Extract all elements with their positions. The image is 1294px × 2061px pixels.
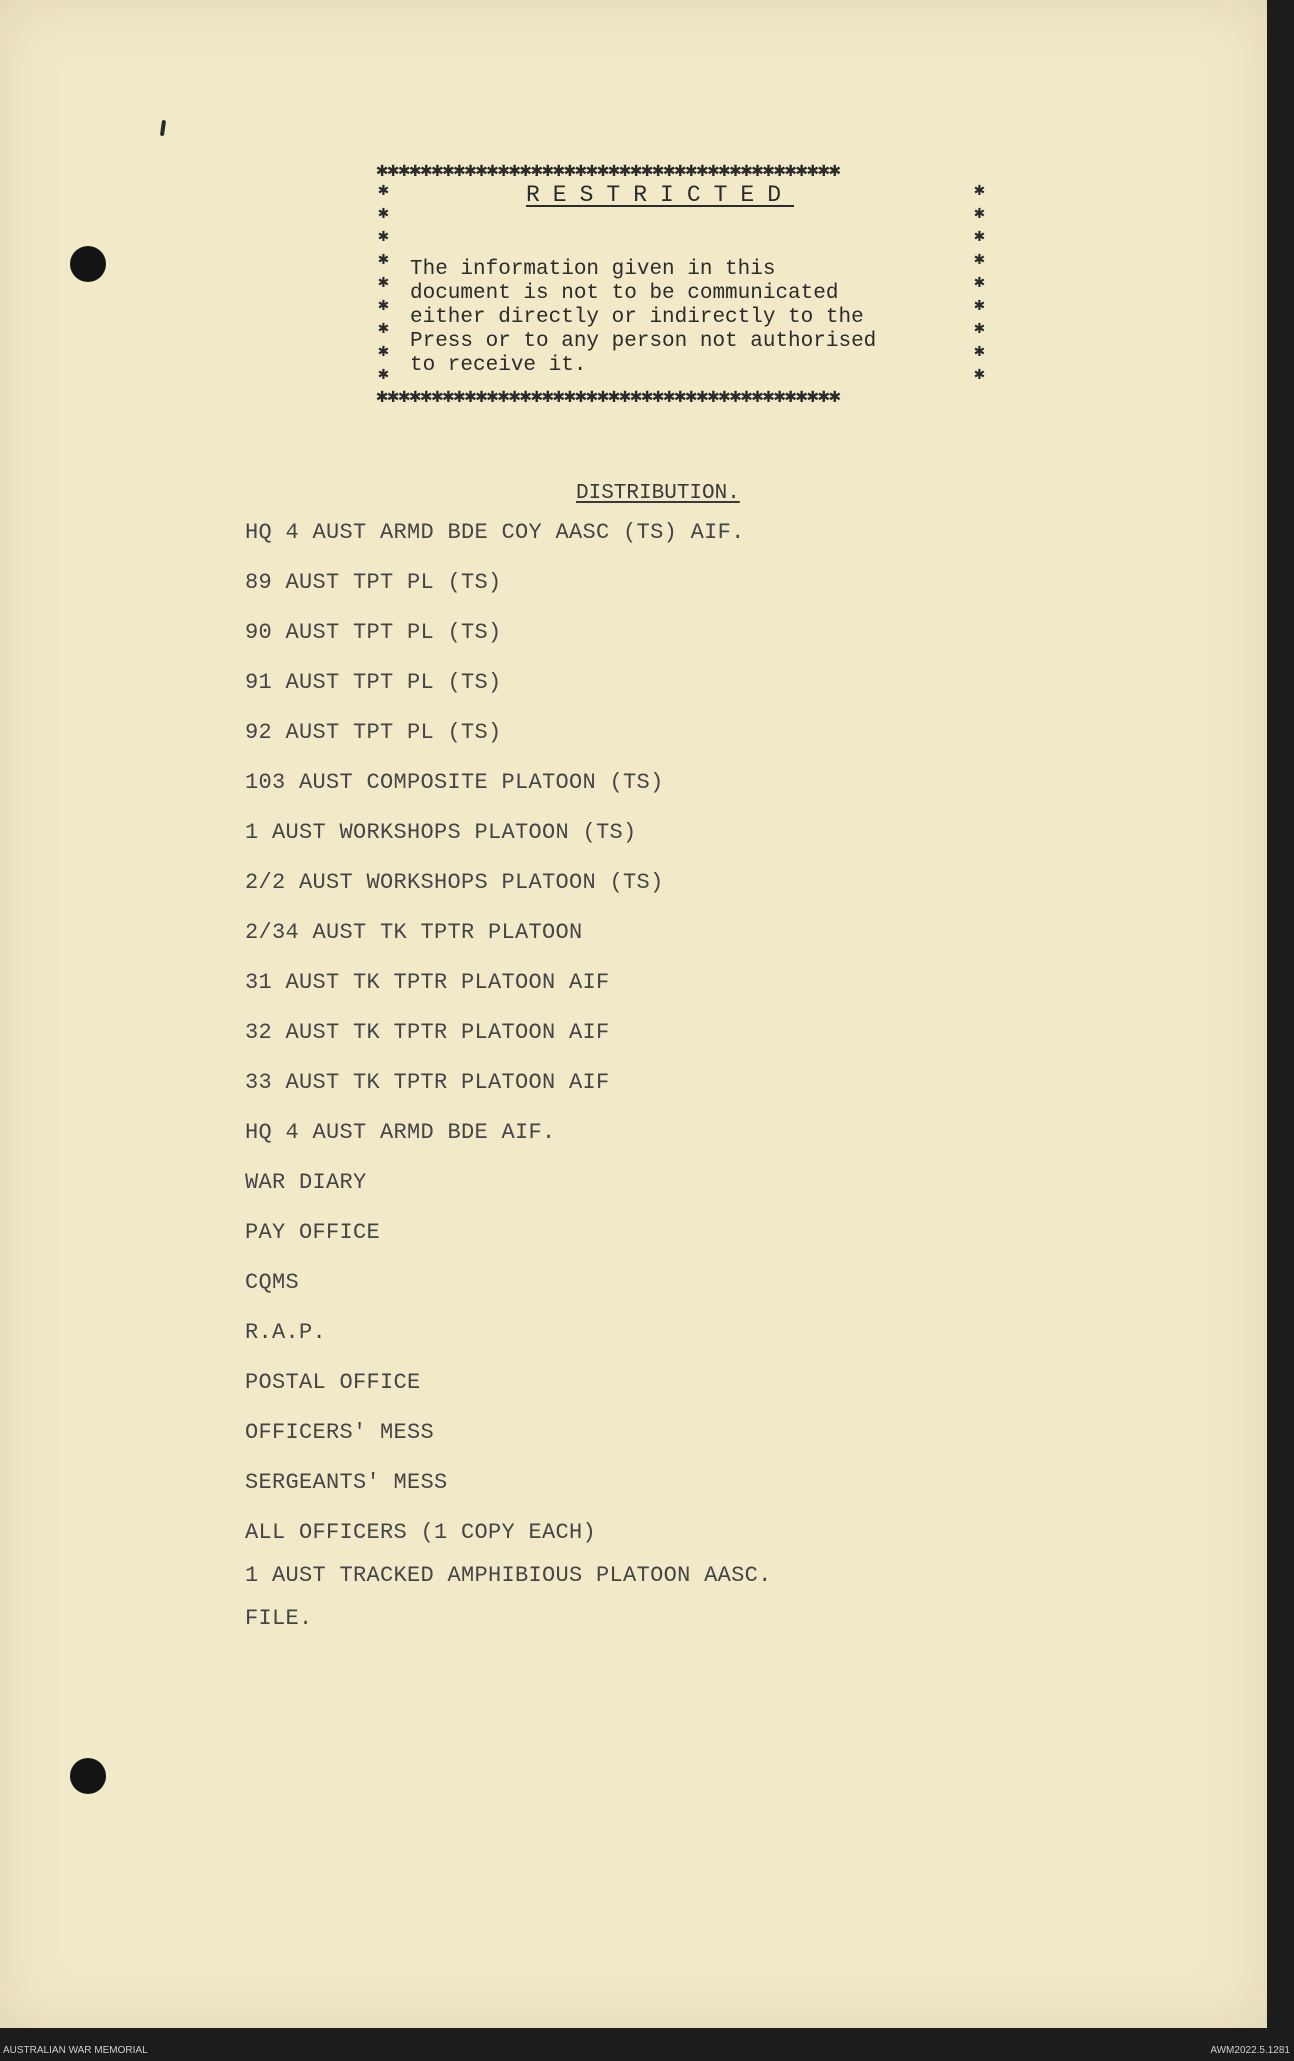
distribution-entry: 33 AUST TK TPTR PLATOON AIF	[245, 1070, 610, 1095]
star-border-left: ✱ ✱ ✱ ✱ ✱ ✱ ✱ ✱ ✱	[378, 181, 389, 385]
ink-mark	[160, 120, 166, 136]
restricted-title: RESTRICTED	[526, 182, 795, 208]
distribution-entry: HQ 4 AUST ARMD BDE COY AASC (TS) AIF.	[245, 520, 745, 545]
distribution-entry: R.A.P.	[245, 1320, 327, 1345]
distribution-entry: 1 AUST TRACKED AMPHIBIOUS PLATOON AASC.	[245, 1563, 772, 1588]
restricted-notice-box	[376, 160, 996, 410]
distribution-entry: FILE.	[245, 1606, 313, 1631]
distribution-heading: DISTRIBUTION.	[576, 482, 740, 505]
punch-hole-bottom	[70, 1758, 106, 1794]
distribution-entry: WAR DIARY	[245, 1170, 367, 1195]
distribution-entry: PAY OFFICE	[245, 1220, 381, 1245]
distribution-entry: 31 AUST TK TPTR PLATOON AIF	[245, 970, 610, 995]
star-border-right: ✱ ✱ ✱ ✱ ✱ ✱ ✱ ✱ ✱	[974, 181, 985, 385]
distribution-entry: CQMS	[245, 1270, 300, 1295]
archive-reference: AWM2022.5.1281	[1210, 2045, 1290, 2056]
distribution-entry: 32 AUST TK TPTR PLATOON AIF	[245, 1020, 610, 1045]
distribution-entry: OFFICERS' MESS	[245, 1420, 435, 1445]
star-border-top: ✱✱✱✱✱✱✱✱✱✱✱✱✱✱✱✱✱✱✱✱✱✱✱✱✱✱✱✱✱✱✱✱✱✱✱✱✱✱✱✱✱✱	[376, 160, 840, 183]
punch-hole-top	[70, 246, 106, 282]
restricted-notice-text: The information given in this document is not to be communicated either directly or indirectly to the Press or to any person not authorised to receive it.	[410, 258, 877, 377]
distribution-entry: 91 AUST TPT PL (TS)	[245, 670, 502, 695]
distribution-entry: 89 AUST TPT PL (TS)	[245, 570, 502, 595]
distribution-entry: 92 AUST TPT PL (TS)	[245, 720, 502, 745]
distribution-entry: 1 AUST WORKSHOPS PLATOON (TS)	[245, 820, 637, 845]
distribution-entry: HQ 4 AUST ARMD BDE AIF.	[245, 1120, 556, 1145]
distribution-entry: 2/2 AUST WORKSHOPS PLATOON (TS)	[245, 870, 664, 895]
distribution-entry: 2/34 AUST TK TPTR PLATOON	[245, 920, 583, 945]
distribution-entry: ALL OFFICERS (1 COPY EACH)	[245, 1520, 597, 1545]
star-border-bottom: ✱✱✱✱✱✱✱✱✱✱✱✱✱✱✱✱✱✱✱✱✱✱✱✱✱✱✱✱✱✱✱✱✱✱✱✱✱✱✱✱✱✱	[376, 386, 840, 409]
distribution-entry: SERGEANTS' MESS	[245, 1470, 448, 1495]
archive-credit: AUSTRALIAN WAR MEMORIAL	[3, 2045, 148, 2056]
distribution-entry: 90 AUST TPT PL (TS)	[245, 620, 502, 645]
distribution-entry: 103 AUST COMPOSITE PLATOON (TS)	[245, 770, 664, 795]
distribution-entry: POSTAL OFFICE	[245, 1370, 421, 1395]
